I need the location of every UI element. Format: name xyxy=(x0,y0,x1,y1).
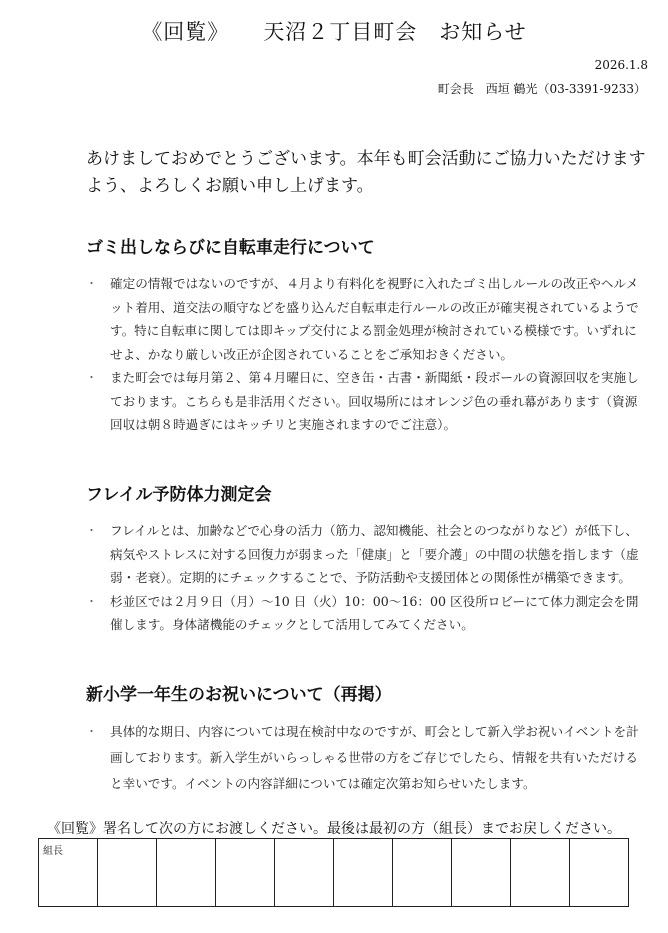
signature-cell[interactable] xyxy=(570,839,629,907)
chairperson-contact: 町会長 西垣 鶴光（03-3391-9233） xyxy=(437,82,646,96)
signature-cell[interactable] xyxy=(275,839,334,907)
signature-cell[interactable] xyxy=(334,839,393,907)
signature-cell[interactable] xyxy=(511,839,570,907)
section-garbage-bicycle xyxy=(86,233,646,437)
signature-cell[interactable] xyxy=(98,839,157,907)
new-year-greeting: あけましておめでとうございます。本年も町会活動にご協力いただけますよう、よろしくお願い申し上げます。 xyxy=(86,149,646,196)
page-title xyxy=(0,16,668,46)
list-item: ・ 杉並区では２月９日（月）〜10 日（火）10：00〜16：00 区役所ロビーにて体力測定会を開催します。身体諸機能のチェックとして活用してみてください。 xyxy=(86,590,646,637)
section-heading: 新小学一年生のお祝いについて（再掲） xyxy=(86,685,392,705)
signature-cell[interactable] xyxy=(157,839,216,907)
title-circular-mark: 《回覧》 xyxy=(141,20,230,44)
signature-cell[interactable] xyxy=(216,839,275,907)
circulation-instructions: 《回覧》署名して次の方にお渡しください。最後は最初の方（組長）までお戻しください。 xyxy=(47,821,621,837)
section-heading: ゴミ出しならびに自転車走行について xyxy=(86,238,375,258)
list-item: ・ フレイルとは、加齢などで心身の活力（筋力、認知機能、社会とのつながりなど）が低下し、病気やストレスに対する回復力が弱まった「健康」と「要介護」の中間の状態を指します（虚弱・老衰）。定期的にチェックすることで、予防活動や支援団体との関係性が構築できます。 xyxy=(86,519,646,590)
section-first-graders xyxy=(86,680,646,797)
issue-date: 2026.1.8 xyxy=(594,58,648,72)
list-item: ・ 確定の情報ではないのですが、４月より有料化を視野に入れたゴミ出しルールの改正やヘルメット着用、道交法の順守などを盛り込んだ自転車走行ルールの改正が確実視されているようです。特に自転車に関しては即キップ交付による罰金処理が検討されている模様です。いずれにせよ、かなり厳しい改正が企図されていることをご承知おきください。 xyxy=(86,272,646,366)
list-item: ・ 具体的な期日、内容については現在検討中なのですが、町会として新入学お祝いイベントを計画しております。新入学生がいらっしゃる世帯の方をご存じでしたら、情報を共有いただけると幸いです。イベントの内容詳細については確定次第お知らせいたします。 xyxy=(86,719,646,797)
list-item: ・ また町会では毎月第２、第４月曜日に、空き缶・古書・新聞紙・段ボールの資源回収を実施しております。こちらも是非活用ください。回収場所にはオレンジ色の垂れ幕があります（資源回収は朝８時過ぎにはキッチリと実施されますのでご注意）。 xyxy=(86,366,646,437)
title-text: 天沼２丁目町会 お知らせ xyxy=(263,20,527,44)
signature-table xyxy=(38,838,629,907)
signature-cell-group-leader[interactable]: 組長 xyxy=(39,839,98,907)
signature-cell[interactable] xyxy=(393,839,452,907)
section-frailty-test xyxy=(86,480,646,637)
signature-cell[interactable] xyxy=(452,839,511,907)
section-heading: フレイル予防体力測定会 xyxy=(86,485,272,505)
